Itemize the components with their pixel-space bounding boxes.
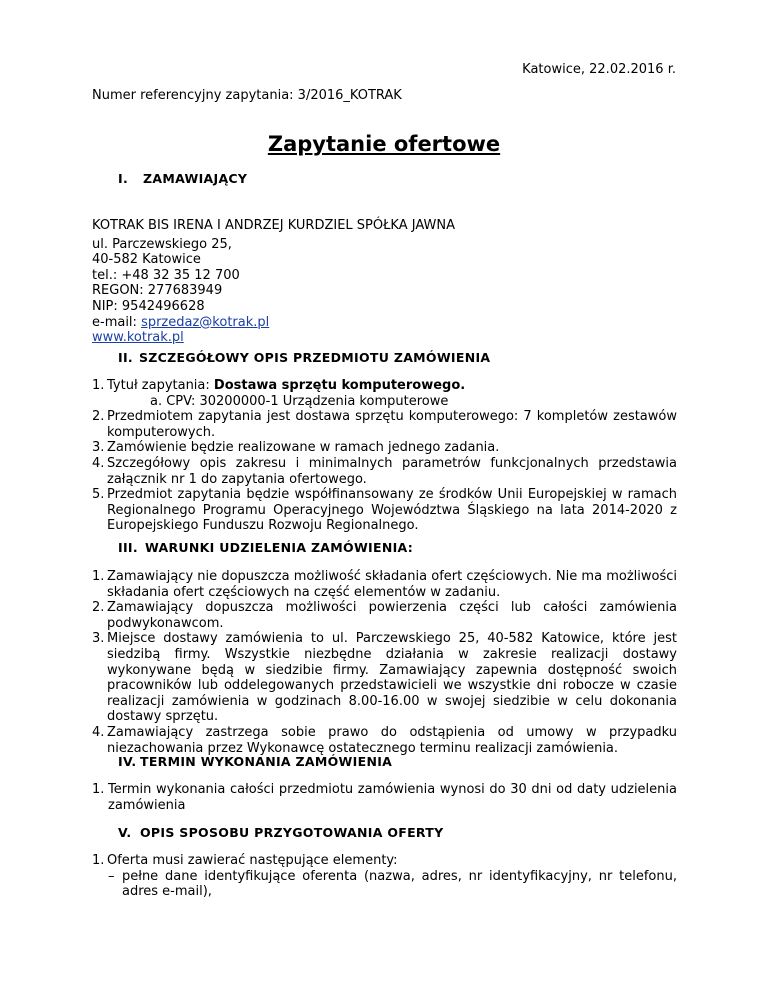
section-heading-opis-oferty <box>118 825 443 841</box>
section-title: TERMIN WYKONANIA ZAMÓWIENIA <box>140 754 393 769</box>
company-website-line <box>92 330 677 346</box>
section-heading-opis-przedmiotu <box>118 350 490 366</box>
section-number: IV. <box>118 754 137 769</box>
section-number: I. <box>118 171 128 186</box>
list-item: 5. Przedmiot zapytania będzie współfinansowany ze środków Unii Europejskiej w ramach Regionalnego Programu Operacyjnego Województwa Śląskiego na lata 2014-2020 z Europejskiego Funduszu Rozwoju Regionalnego. <box>92 487 677 534</box>
list-item: 4. Szczegółowy opis zakresu i minimalnych parametrów funkcjonalnych przedstawia załącznik nr 1 do zapytania ofertowego. <box>92 455 677 487</box>
list-item: 1. Oferta musi zawierać następujące elementy: <box>92 853 398 868</box>
dash-bullet: – <box>108 868 115 884</box>
company-nip: NIP: 9542496628 <box>92 298 205 314</box>
list-bullet: – pełne dane identyfikujące oferenta (nazwa, adres, nr identyfikacyjny, nr telefonu, adres e-mail), <box>108 868 677 900</box>
reference-number: Numer referencyjny zapytania: 3/2016_KOTRAK <box>92 88 402 103</box>
section-number: V. <box>118 825 132 840</box>
section5-list <box>92 853 677 900</box>
section-title: WARUNKI UDZIELENIA ZAMÓWIENIA: <box>145 540 414 555</box>
company-regon: REGON: 277683949 <box>92 283 223 299</box>
section-title: OPIS SPOSOBU PRZYGOTOWANIA OFERTY <box>140 825 444 840</box>
list-item: 3. Zamówienie będzie realizowane w ramach jednego zadania. <box>92 440 500 456</box>
section-title: SZCZEGÓŁOWY OPIS PRZEDMIOTU ZAMÓWIENIA <box>139 350 491 365</box>
list-item: 1. Zamawiający nie dopuszcza możliwość składania ofert częściowych. Nie ma możliwości składania ofert częściowych na część elementów w zadaniu. <box>92 569 677 600</box>
list-item: 3. Miejsce dostawy zamówienia to ul. Parczewskiego 25, 40-582 Katowice, które jest siedzibą firmy. Wszystkie niezbędne działania w zakresie realizacji dostawy wykonywane będą w siedzibie firmy. Zamawiający zapewnia dostępność swoich pracowników lub oddelegowanych przedstawicieli we wszystkie dni robocze w czasie realizacji zamówienia w godzinach 8.00-16.00 w swojej siedzibie w celu dokonania dostawy sprzętu. <box>92 631 677 725</box>
company-email-line: e-mail: sprzedaz@kotrak.pl <box>92 314 270 330</box>
document-title: Zapytanie ofertowe <box>267 132 501 156</box>
section-title: ZAMAWIAJĄCY <box>143 171 248 186</box>
section4-list <box>92 782 677 813</box>
list-item: 4. Zamawiający zastrzega sobie prawo do odstąpienia od umowy w przypadku niezachowania przez Wykonawcę ostatecznego terminu realizacji zamówienia. <box>92 724 677 756</box>
section-number: III. <box>118 540 138 555</box>
company-street: ul. Parczewskiego 25, <box>92 236 232 252</box>
company-details <box>92 218 677 346</box>
section2-list <box>92 378 677 534</box>
list-item: 2. Zamawiający dopuszcza możliwości powierzenia części lub całości zamówienia podwykonawcom. <box>92 600 677 631</box>
company-name: KOTRAK BIS IRENA I ANDRZEJ KURDZIEL SPÓŁKA JAWNA <box>92 218 455 233</box>
section-number: II. <box>118 350 133 365</box>
company-phone: tel.: +48 32 35 12 700 <box>92 267 240 283</box>
list-item: 1. Tytuł zapytania: Dostawa sprzętu komputerowego. <box>92 378 466 393</box>
section-heading-termin <box>118 754 392 770</box>
website-link[interactable]: www.kotrak.pl <box>92 330 184 346</box>
list-subitem-cpv: a. CPV: 30200000-1 Urządzenia komputerowe <box>150 393 449 409</box>
document-date: Katowice, 22.02.2016 r. <box>522 62 676 77</box>
section-heading-warunki <box>118 540 413 556</box>
section-heading-zamawiajacy <box>118 171 247 187</box>
list-item: 2. Przedmiotem zapytania jest dostawa sprzętu komputerowego: 7 kompletów zestawów komputerowych. <box>92 409 677 440</box>
email-link[interactable]: sprzedaz@kotrak.pl <box>141 314 270 330</box>
section3-list <box>92 569 677 756</box>
company-city: 40-582 Katowice <box>92 252 201 268</box>
list-item: 1. Termin wykonania całości przedmiotu zamówienia wynosi do 30 dni od daty udzielenia zamówienia <box>92 782 677 813</box>
